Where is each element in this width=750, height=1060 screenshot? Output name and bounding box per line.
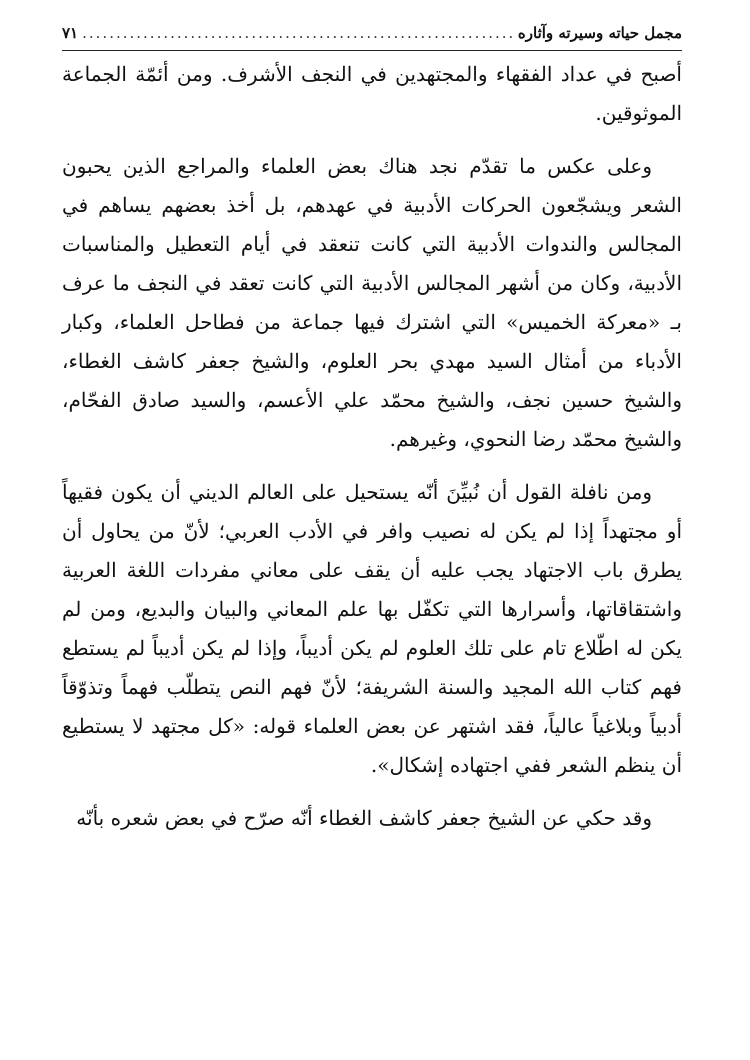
paragraph: أصبح في عداد الفقهاء والمجتهدين في النجف الأشرف. ومن أئمّة الجماعة الموثوقين. [62,62,682,125]
body-text [62,55,682,838]
paragraph: وعلى عكس ما تقدّم نجد هناك بعض العلماء والمراجع الذين يحبون الشعر ويشجّعون الحركات الأدبية في عهدهم، بل أخذ بعضهم يساهم في المجالس والندوات الأدبية التي كانت تنعقد في أيام التعطيل والمناسبات الأدبية، وكان من أشهر المجالس الأدبية التي كانت تعقد في النجف ما عرف بـ «معركة الخميس» التي اشترك فيها جماعة من فطاحل العلماء، وكبار الأدباء من أمثال السيد مهدي بحر العلوم، والشيخ جعفر كاشف الغطاء، والشيخ حسين نجف، والشيخ محمّد علي الأعسم، والسيد صادق الفحّام، والشيخ محمّد رضا النحوي، وغيرهم. [62,154,682,451]
paragraph: ومن نافلة القول أن نُبيِّنَ أنّه يستحيل على العالم الديني أن يكون فقيهاً أو مجتهداً إذا لم يكن له نصيب وافر في الأدب العربي؛ لأنّ من يحاول أن يطرق باب الاجتهاد يجب عليه أن يقف على معاني مفردات اللغة العربية واشتقاقاتها، وأسرارها التي تكفّل بها علم المعاني والبيان والبديع، ومن لم يكن له اطّلاع تام على تلك العلوم لم يكن أديباً، وإذا لم يكن أديباً لم يستطع فهم كتاب الله المجيد والسنة الشريفة؛ لأنّ فهم النص يتطلّب فهماً وتذوّقاً أدبياً وبلاغياً عالياً، فقد اشتهر عن بعض العلماء قوله: «كل مجتهد لا يستطيع أن ينظم الشعر ففي اجتهاده إشكال». [62,480,682,777]
book-page [62,20,682,838]
paragraph: وقد حكي عن الشيخ جعفر كاشف الغطاء أنّه صرّح في بعض شعره بأنّه [76,806,652,830]
running-title: مجمل حياته وسيرته وآثاره [517,24,682,42]
running-header [62,20,682,46]
page-number: ٧١ [62,24,79,42]
dot-leader [82,20,514,46]
header-rule [62,50,682,51]
